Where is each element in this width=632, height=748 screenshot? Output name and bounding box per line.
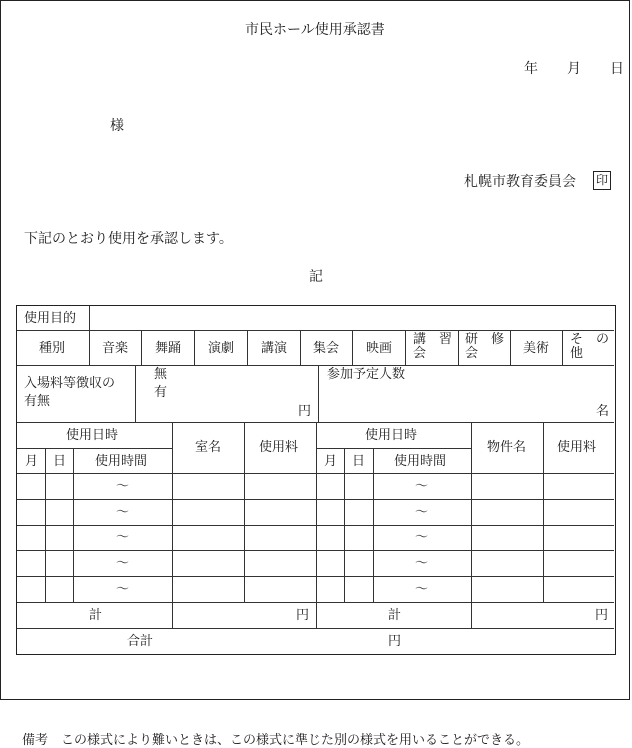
fee-label-line2: 有無 (24, 394, 51, 409)
type-course (413, 333, 452, 361)
time-range-tilde: ～ (415, 582, 429, 597)
type-drama: 演劇 (208, 341, 235, 356)
type-other-top: そ の (570, 332, 610, 347)
type-other (570, 333, 609, 361)
row-line (17, 628, 614, 629)
time-range-tilde: ～ (415, 530, 429, 545)
time-range-tilde: ～ (116, 530, 130, 545)
day-header-right: 日 (352, 454, 366, 469)
col-line (352, 330, 353, 365)
col-line (405, 330, 406, 365)
type-course-bottom: 会 (413, 346, 427, 361)
usage-time-header-left: 使用時間 (95, 454, 148, 469)
subtotal-yen-left: 円 (296, 608, 310, 623)
time-range-tilde: ～ (116, 556, 130, 571)
date-month-label: 月 (567, 61, 581, 77)
time-range-tilde: ～ (415, 556, 429, 571)
month-header-right: 月 (324, 454, 338, 469)
col-line (344, 448, 345, 602)
type-music: 音楽 (102, 341, 129, 356)
form-title: 市民ホール使用承認書 (245, 22, 385, 38)
col-line (543, 422, 544, 602)
col-line (73, 448, 74, 602)
fee-yes-option: 有 (154, 385, 168, 400)
col-line (247, 330, 248, 365)
total-yen: 円 (388, 634, 402, 649)
type-other-bottom: 他 (570, 346, 584, 361)
col-line (89, 306, 90, 330)
usage-table (16, 305, 616, 655)
item-name-header: 物件名 (487, 440, 527, 455)
col-line (45, 448, 46, 602)
date-day-label: 日 (610, 61, 624, 77)
time-range-tilde: ～ (116, 479, 130, 494)
time-range-tilde: ～ (116, 505, 130, 520)
persons-unit: 名 (596, 404, 610, 419)
col-line (373, 448, 374, 602)
addressee-suffix: 様 (110, 118, 124, 134)
col-line (172, 422, 173, 628)
row-line (17, 365, 614, 366)
attendees-label: 参加予定人数 (327, 367, 406, 382)
row-line (17, 330, 614, 331)
usage-time-header-right: 使用時間 (394, 454, 447, 469)
col-line (244, 422, 245, 602)
usage-fee-header-left: 使用料 (259, 440, 299, 455)
col-line (318, 365, 319, 422)
type-art: 美術 (523, 341, 550, 356)
col-line (316, 422, 317, 628)
seal-mark: 印 (593, 171, 611, 190)
col-line (141, 330, 142, 365)
time-range-tilde: ～ (415, 479, 429, 494)
type-study-bottom: 会 (465, 346, 479, 361)
col-line (562, 330, 563, 365)
type-course-top: 講 習 (413, 332, 453, 347)
row-line (316, 448, 471, 449)
type-label: 種別 (39, 341, 66, 356)
col-line (194, 330, 195, 365)
type-meeting: 集会 (313, 341, 340, 356)
purpose-label: 使用目的 (24, 311, 77, 326)
fee-yen-unit: 円 (298, 404, 312, 419)
day-header-left: 日 (53, 454, 67, 469)
usage-datetime-header-right: 使用日時 (365, 428, 418, 443)
usage-datetime-header-left: 使用日時 (66, 428, 119, 443)
type-study (465, 333, 504, 361)
time-range-tilde: ～ (415, 505, 429, 520)
total-label: 合計 (127, 634, 154, 649)
col-line (89, 330, 90, 365)
type-dance: 舞踊 (155, 341, 182, 356)
col-line (135, 365, 136, 422)
room-name-header: 室名 (195, 440, 222, 455)
approval-statement: 下記のとおり使用を承認します。 (24, 231, 233, 247)
row-line (17, 448, 172, 449)
issuer-name: 札幌市教育委員会 (464, 174, 576, 190)
usage-fee-header-right: 使用料 (557, 440, 597, 455)
subtotal-label-left: 計 (89, 608, 103, 623)
fee-none-option: 無 (154, 367, 168, 382)
date-year-label: 年 (524, 61, 538, 77)
type-film: 映画 (366, 341, 393, 356)
time-range-tilde: ～ (116, 582, 130, 597)
ki-label: 記 (309, 269, 323, 285)
subtotal-yen-right: 円 (595, 608, 609, 623)
col-line (458, 330, 459, 365)
subtotal-label-right: 計 (388, 608, 402, 623)
month-header-left: 月 (25, 454, 39, 469)
footnote: 備考 この様式により難いときは、この様式に準じた別の様式を用いることができる。 (22, 733, 530, 748)
type-lecture: 講演 (261, 341, 288, 356)
type-study-top: 研 修 (465, 332, 505, 347)
col-line (510, 330, 511, 365)
fee-label-line1: 入場料等徴収の (24, 376, 116, 391)
col-line (300, 330, 301, 365)
col-line (471, 422, 472, 628)
